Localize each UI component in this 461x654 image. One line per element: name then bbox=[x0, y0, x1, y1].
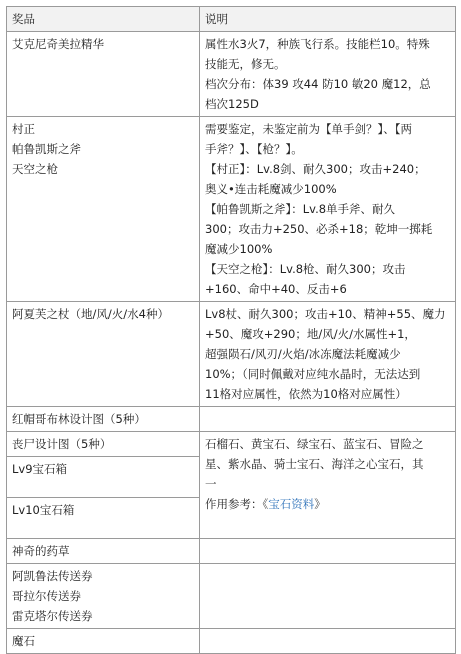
prize-description bbox=[200, 117, 456, 302]
description-line: Lv8杖、耐久300；攻击+10、精神+55、魔力 bbox=[205, 307, 446, 321]
reference-line bbox=[205, 494, 450, 514]
prize-name: Lv10宝石箱 bbox=[7, 498, 200, 539]
description-line: 【帕鲁凯斯之斧】：Lv.8单手斧、耐久 bbox=[205, 202, 396, 216]
reference-suffix: 》 bbox=[314, 497, 326, 511]
description-line: 11格对应属性，依然为10格对应属性） bbox=[205, 387, 407, 401]
prize-description-empty bbox=[200, 407, 456, 432]
description-line: 属性水3火7，种族飞行系。技能栏10。特殊 bbox=[205, 37, 430, 51]
prize-name-group bbox=[7, 117, 200, 302]
description-line: 魔减少100% bbox=[205, 242, 273, 256]
prize-name: 村正 bbox=[12, 122, 35, 136]
table-row bbox=[7, 629, 456, 654]
prize-name: 魔石 bbox=[7, 629, 200, 654]
prize-name: Lv9宝石箱 bbox=[7, 457, 200, 498]
description-line: 技能无，修无。 bbox=[205, 57, 286, 71]
description-line: 超强陨石/风刃/火焰/冰冻魔法耗魔减少 bbox=[205, 347, 401, 361]
description-line: 10%；（同时佩戴对应纯水晶时，无法达到 bbox=[205, 367, 421, 381]
table-row bbox=[7, 302, 456, 407]
description-line: 300；攻击力+250、必杀+18；乾坤一掷耗 bbox=[205, 222, 433, 236]
prize-name: 神奇的药草 bbox=[7, 539, 200, 564]
prize-name-group bbox=[7, 564, 200, 629]
table-row bbox=[7, 407, 456, 432]
prize-name: 艾克尼奇美拉精华 bbox=[7, 32, 200, 117]
description-line: 档次分布：体39 攻44 防10 敏20 魔12，总 bbox=[205, 77, 431, 91]
prize-description bbox=[200, 32, 456, 117]
prize-name: 天空之枪 bbox=[12, 162, 58, 176]
prize-name: 阿凯鲁法传送券 bbox=[12, 569, 93, 583]
table-row bbox=[7, 432, 456, 457]
description-line: 【天空之枪】：Lv.8枪、耐久300；攻击 bbox=[205, 262, 406, 276]
description-line: 奥义•连击耗魔减少100% bbox=[205, 182, 337, 196]
header-description: 说明 bbox=[200, 7, 456, 32]
description-line: +50、魔攻+290；地/风/火/水属性+1， bbox=[205, 327, 416, 341]
prize-name: 红帽哥布林设计图（5种） bbox=[7, 407, 200, 432]
reference-prefix: 作用参考：《 bbox=[205, 497, 269, 511]
description-line: 手斧？】、【枪？】。 bbox=[205, 142, 303, 156]
prize-description-empty bbox=[200, 564, 456, 629]
prize-name: 阿夏芙之杖（地/风/火/水4种） bbox=[7, 302, 200, 407]
prize-name: 雷克塔尔传送券 bbox=[12, 609, 93, 623]
prize-description bbox=[200, 432, 456, 539]
table-row bbox=[7, 564, 456, 629]
prize-description-empty bbox=[200, 629, 456, 654]
table-row bbox=[7, 539, 456, 564]
prize-name: 帕鲁凯斯之斧 bbox=[12, 142, 81, 156]
description-line: 一 bbox=[205, 477, 217, 491]
description-line: +160、命中+40、反击+6 bbox=[205, 282, 347, 296]
prize-description bbox=[200, 302, 456, 407]
description-line: 需要鉴定，未鉴定前为【单手剑？】、【两 bbox=[205, 122, 412, 136]
gem-info-link[interactable]: 宝石资料 bbox=[268, 497, 315, 511]
description-line: 档次125D bbox=[205, 97, 259, 111]
prize-table bbox=[6, 6, 456, 654]
table-header-row bbox=[7, 7, 456, 32]
prize-name: 哥拉尔传送券 bbox=[12, 589, 81, 603]
description-line: 石榴石、黄宝石、绿宝石、蓝宝石、冒险之 bbox=[205, 437, 424, 451]
prize-description-empty bbox=[200, 539, 456, 564]
table-row bbox=[7, 117, 456, 302]
description-line: 星、紫水晶、骑士宝石、海洋之心宝石，其 bbox=[205, 457, 424, 471]
description-line: 【村正】：Lv.8剑、耐久300；攻击+240； bbox=[205, 162, 426, 176]
header-prize: 奖品 bbox=[7, 7, 200, 32]
prize-name: 丧尸设计图（5种） bbox=[7, 432, 200, 457]
table-row bbox=[7, 32, 456, 117]
